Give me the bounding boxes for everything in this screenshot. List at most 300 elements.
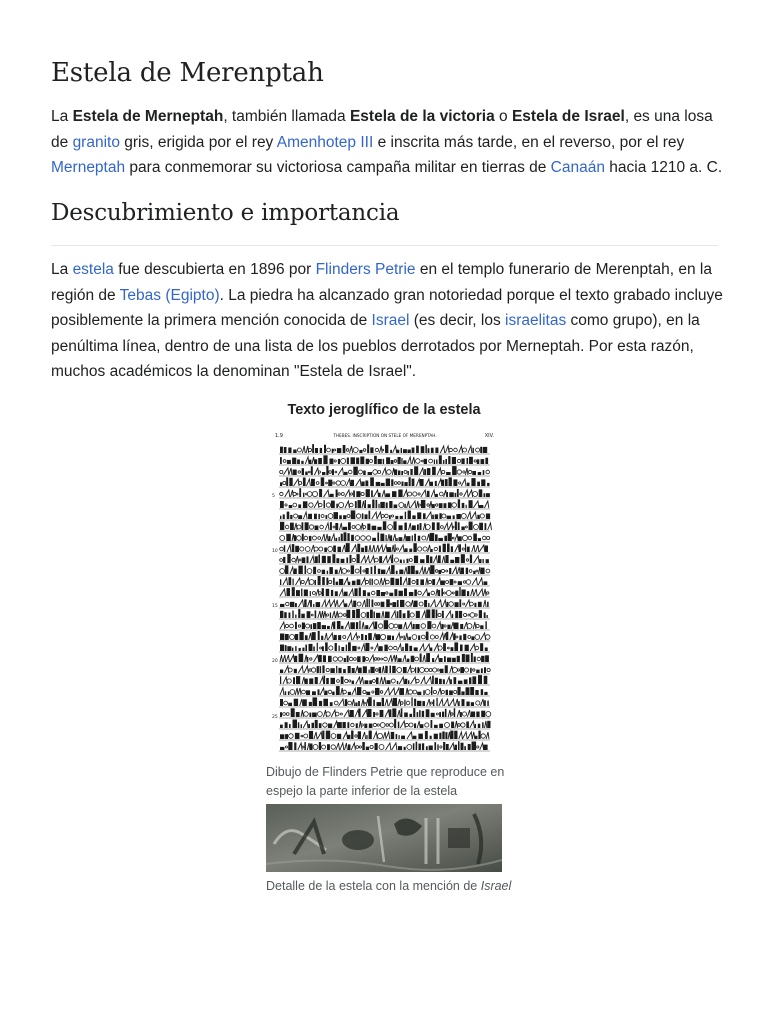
hieroglyph-sign [407, 659, 410, 662]
hieroglyph-sign [280, 676, 281, 684]
hieroglyph-sign [470, 687, 474, 695]
hieroglyph-sign [462, 503, 465, 508]
hieroglyph-sign [324, 548, 327, 553]
hieroglyph-sign [330, 459, 334, 465]
hieroglyph-sign [413, 736, 417, 739]
link-israel[interactable]: Israel [371, 312, 410, 329]
hieroglyph-sign [480, 625, 483, 629]
hieroglyph-sign [374, 566, 376, 574]
hieroglyph-sign [422, 743, 424, 750]
hieroglyph-sign [398, 746, 402, 750]
hieroglyph-sign [385, 666, 388, 673]
hieroglyph-sign [344, 472, 348, 475]
hieroglyph-sign [479, 610, 482, 618]
hieroglyph-sign [478, 472, 482, 475]
hieroglyph-sign [408, 471, 409, 475]
hieroglyph-sign [481, 711, 485, 717]
hieroglyph-sign [316, 602, 321, 607]
hieroglyph-sign [374, 456, 377, 464]
hieroglyph-sign [317, 666, 319, 673]
hieroglyph-sign [347, 533, 349, 541]
hieroglyph-sign [455, 557, 459, 563]
hieroglyph-sign [485, 458, 488, 464]
hieroglyph-sign [363, 590, 366, 596]
hieroglyph-sign [321, 477, 325, 486]
hieroglyph-sign [398, 471, 400, 476]
hieroglyph-sign [325, 642, 328, 651]
hieroglyph-sign [390, 666, 392, 673]
hieroglyph-sign [408, 566, 411, 574]
link-canaan[interactable]: Canaán [550, 159, 605, 176]
hieroglyph-sign [366, 459, 369, 464]
hieroglyph-sign [480, 447, 482, 453]
hieroglyph-sign [392, 636, 394, 640]
hieroglyph-sign [430, 533, 435, 541]
hieroglyph-sign [404, 679, 407, 684]
hieroglyph-sign [433, 700, 435, 707]
hieroglyph-sign [442, 611, 444, 618]
hieroglyph-sign [435, 534, 438, 541]
hieroglyph-sign [352, 646, 356, 651]
hieroglyph-sign [461, 590, 465, 597]
hieroglyph-sign [391, 732, 395, 739]
hieroglyph-sign [337, 621, 341, 629]
hieroglyph-drawing[interactable] [272, 430, 498, 756]
hieroglyph-sign [404, 636, 405, 641]
hieroglyph-sign [331, 501, 335, 508]
hieroglyph-sign [466, 505, 467, 508]
hieroglyph-sign [371, 567, 373, 574]
hieroglyph-sign [339, 579, 343, 585]
hieroglyph-sign [309, 678, 313, 684]
hieroglyph-sign [435, 448, 438, 454]
hieroglyph-sign [376, 482, 381, 486]
hieroglyph-sign [368, 633, 372, 640]
hieroglyph-sign [465, 645, 469, 651]
hieroglyph-sign [471, 653, 473, 662]
hieroglyph-sign [312, 713, 317, 718]
hieroglyph-sign [386, 457, 390, 464]
hieroglyph-sign [477, 482, 480, 486]
hieroglyph-sign [303, 478, 306, 487]
hieroglyph-sign [326, 515, 328, 519]
hieroglyph-sign [294, 656, 297, 662]
hieroglyph-sign [393, 698, 397, 706]
hieroglyph-sign [375, 688, 380, 695]
hieroglyph-sign [280, 501, 284, 508]
hieroglyph-sign [280, 522, 284, 530]
hieroglyph-sign [290, 602, 295, 607]
hieroglyph-sign [435, 494, 438, 497]
hieroglyph-sign [338, 635, 341, 640]
hieroglyph-sign [395, 516, 398, 519]
link-estela[interactable]: estela [72, 261, 114, 278]
hieroglyph-sign [450, 560, 454, 563]
link-israelitas[interactable]: israelitas [505, 312, 567, 329]
hieroglyph-sign [315, 677, 318, 684]
hieroglyph-sign [474, 657, 476, 663]
hieroglyph-sign [478, 675, 482, 684]
hieroglyph-sign [336, 686, 340, 695]
hieroglyph-sign [474, 603, 476, 607]
hieroglyph-sign [448, 502, 452, 508]
hieroglyph-sign [435, 678, 438, 684]
hieroglyph-sign [484, 676, 488, 684]
hieroglyph-sign [471, 702, 474, 706]
hieroglyph-sign [369, 579, 370, 585]
hieroglyph-sign [341, 677, 344, 685]
hieroglyph-sign [389, 501, 392, 508]
hieroglyph-sign [476, 712, 479, 718]
hieroglyph-sign [344, 592, 348, 596]
hieroglyph-sign [286, 534, 291, 541]
hieroglyph-sign [457, 489, 459, 497]
hieroglyph-sign [317, 622, 321, 629]
hieroglyph-sign [302, 557, 306, 563]
hieroglyph-sign [476, 670, 479, 673]
hieroglyph-sign [417, 692, 421, 695]
hieroglyph-sign [360, 457, 364, 465]
hieroglyph-sign [404, 482, 407, 486]
hieroglyph-sign [397, 611, 399, 618]
hieroglyph-sign [332, 554, 335, 563]
hieroglyph-sign [285, 634, 289, 640]
hieroglyph-sign [458, 741, 460, 750]
hieroglyph-sign [475, 724, 476, 728]
hieroglyph-sign [318, 631, 320, 640]
hieroglyph-sign [431, 549, 433, 552]
hieroglyph-sign [296, 676, 300, 684]
hieroglyph-sign [471, 712, 475, 718]
hieroglyph-sign [396, 538, 397, 541]
hieroglyph-sign [341, 534, 343, 541]
hieroglyph-sign [319, 701, 322, 706]
hieroglyph-sign [471, 636, 474, 640]
hieroglyph-sign [412, 448, 415, 454]
hieroglyph-sign [430, 482, 433, 486]
hieroglyph-sign [324, 676, 326, 685]
hieroglyph-sign [401, 736, 405, 739]
hieroglyph-sign [484, 612, 486, 618]
hieroglyph-sign [405, 512, 406, 519]
hieroglyph-sign [439, 733, 441, 739]
hieroglyph-sign [454, 633, 456, 640]
hieroglyph-sign [420, 654, 422, 663]
hieroglyph-sign [366, 747, 369, 750]
link-granito[interactable]: granito [72, 133, 120, 151]
hieroglyph-sign [367, 592, 370, 596]
hieroglyph-sign [303, 501, 308, 508]
hieroglyph-sign [461, 527, 464, 531]
hieroglyph-sign [372, 538, 376, 541]
hieroglyph-sign [309, 644, 313, 651]
hieroglyph-sign [353, 601, 356, 607]
hieroglyph-sign [331, 590, 333, 596]
hieroglyph-sign [288, 691, 290, 695]
hieroglyph-sign [338, 668, 341, 673]
hieroglyph-sign [370, 477, 374, 486]
hieroglyph-sign [322, 570, 325, 574]
hieroglyph-sign [460, 624, 463, 629]
hieroglyph-sign [445, 555, 448, 563]
hieroglyph-sign [389, 709, 391, 717]
hieroglyph-sign [449, 568, 451, 574]
hieroglyph-sign [315, 448, 318, 453]
hieroglyph-sign [453, 479, 457, 486]
hieroglyph-sign [428, 448, 430, 453]
hieroglyph-sign [466, 655, 470, 663]
hieroglyph-sign [288, 742, 292, 750]
hieroglyph-sign [292, 611, 293, 619]
section-heading: Descubrimiento e importancia [51, 200, 400, 226]
hieroglyph-sign [423, 690, 425, 695]
hieroglyph-sign [451, 546, 453, 552]
hieroglyph-sign [427, 468, 430, 475]
hieroglyph-sign [486, 559, 489, 563]
hieroglyph-sign [367, 444, 369, 453]
hieroglyph-sign [285, 691, 287, 695]
hieroglyph-sign [446, 472, 451, 475]
hieroglyph-sign [369, 724, 373, 729]
hieroglyph-sign [485, 648, 488, 652]
hieroglyph-sign [421, 500, 426, 508]
hieroglyph-sign [391, 479, 393, 486]
hieroglyph-sign [439, 546, 441, 552]
hieroglyph-sign [365, 643, 369, 651]
hieroglyph-sign [373, 700, 375, 706]
hieroglyph-sign [309, 731, 313, 739]
hieroglyph-sign [334, 635, 337, 640]
hieroglyph-sign [424, 600, 427, 607]
hieroglyph-sign [347, 458, 349, 465]
hieroglyph-sign [301, 724, 302, 728]
link-merneptah[interactable]: Merneptah [51, 159, 126, 176]
hieroglyph-sign [441, 588, 443, 596]
hieroglyph-sign [397, 681, 399, 684]
hieroglyph-sign [445, 709, 447, 717]
hieroglyph-sign [404, 523, 407, 530]
hieroglyph-sign [399, 570, 403, 575]
hieroglyph-sign [484, 493, 486, 497]
hieroglyph-sign [420, 579, 424, 585]
hieroglyph-sign [485, 523, 487, 530]
hieroglyph-sign [375, 743, 378, 750]
hieroglyph-sign [294, 669, 297, 673]
hieroglyph-sign [409, 592, 413, 596]
hieroglyph-sign [403, 449, 407, 453]
hieroglyph-sign [409, 549, 412, 552]
hieroglyph-sign [455, 493, 457, 497]
hieroglyph-sign [407, 559, 409, 563]
hieroglyph-sign [336, 558, 339, 563]
hieroglyph-sign [374, 612, 375, 619]
intro-paragraph: La Estela de Merneptah, también llamada Estela de la victoria o Estela de Israel, es una losa de granito gris, erigida por el rey Amenhotep III e inscrita más tarde, en el reverso, por el rey Merneptah para conmemorar su victoriosa campaña militar en tierras de Canaán hacia 1210 a. C. [51, 108, 723, 176]
hieroglyph-sign [425, 445, 427, 453]
hieroglyph-sign [350, 622, 355, 629]
hieroglyph-sign [367, 524, 370, 530]
hieroglyph-sign [416, 611, 420, 618]
hieroglyph-sign [322, 731, 324, 739]
hieroglyph-sign [346, 610, 350, 618]
hieroglyph-sign [378, 459, 382, 464]
hieroglyph-sign [431, 448, 434, 453]
hieroglyph-sign [376, 613, 380, 618]
hieroglyph-sign [380, 534, 384, 541]
hieroglyph-sign [447, 658, 451, 663]
hieroglyph-sign [358, 500, 362, 508]
hieroglyph-sign [356, 723, 358, 728]
hieroglyph-sign [381, 602, 385, 607]
hieroglyph-sign [362, 656, 365, 662]
hieroglyph-sign [382, 698, 384, 706]
hieroglyph-sign [295, 646, 296, 651]
hieroglyph-sign [398, 490, 402, 498]
hieroglyph-sign [294, 535, 296, 541]
hieroglyph-sign [319, 489, 322, 497]
hieroglyph-sign [315, 580, 317, 585]
hieroglyph-sign [288, 448, 291, 454]
hieroglyph-sign [310, 744, 313, 751]
hieroglyph-sign [394, 589, 397, 596]
hieroglyph-sign [432, 609, 435, 618]
hieroglyph-sign [444, 656, 446, 662]
hieroglyph-sign [312, 691, 316, 695]
hieroglyph-sign [400, 600, 404, 607]
hieroglyph-sign [434, 742, 436, 750]
hieroglyph-sign [330, 494, 334, 497]
hieroglyph-sign [485, 546, 488, 553]
hieroglyph-sign [329, 536, 331, 541]
hieroglyph-sign [445, 665, 448, 673]
hieroglyph-sign [290, 523, 294, 530]
hieroglyph-sign [368, 504, 371, 508]
hieroglyph-sign [385, 612, 390, 618]
hieroglyph-sign [460, 667, 464, 673]
hieroglyph-sign [341, 559, 345, 563]
hieroglyph-sign [295, 622, 297, 629]
hieroglyph-sign [377, 702, 382, 706]
hieroglyph-sign [366, 692, 370, 695]
hieroglyph-sign [417, 512, 421, 519]
hieroglyph-sign [285, 565, 289, 574]
hieroglyph-sign [447, 492, 448, 497]
hieroglyph-sign [357, 687, 361, 695]
hieroglyph-sign [280, 725, 283, 728]
hieroglyph-sign [326, 578, 328, 585]
hieroglyph-sign [317, 643, 318, 651]
hieroglyph-sign [483, 470, 485, 475]
hieroglyph-sign [313, 647, 315, 652]
hieroglyph-sign [432, 676, 434, 684]
hieroglyph-sign [313, 567, 316, 574]
hieroglyph-sign [292, 544, 295, 552]
hieroglyph-sign [336, 666, 337, 673]
hieroglyph-sign [431, 713, 435, 717]
hieroglyph-sign [302, 648, 304, 651]
hieroglyph-sign [466, 702, 469, 707]
link-flinders-petrie[interactable]: Flinders Petrie [315, 261, 416, 278]
hieroglyph-sign [467, 483, 470, 486]
hieroglyph-sign [397, 600, 399, 607]
hieroglyph-sign [309, 536, 312, 541]
hieroglyph-sign [401, 708, 403, 717]
hieroglyph-sign [284, 447, 287, 453]
hieroglyph-sign [430, 557, 433, 564]
hieroglyph-sign [414, 601, 418, 607]
hieroglyph-sign [365, 635, 367, 640]
hieroglyph-sign [343, 515, 346, 519]
hieroglyph-sign [432, 504, 435, 508]
hieroglyph-sign [453, 515, 455, 519]
hieroglyph-sign [365, 680, 369, 684]
hieroglyph-sign [343, 527, 347, 530]
hieroglyph-sign [395, 579, 399, 585]
line-number: 25 [272, 715, 278, 720]
hieroglyph-sign [358, 731, 361, 739]
stele-photo-detail[interactable] [266, 804, 502, 872]
hieroglyph-sign [446, 744, 449, 750]
hieroglyph-sign [478, 538, 481, 541]
hieroglyph-sign [375, 622, 378, 630]
hieroglyph-sign [384, 620, 388, 629]
hieroglyph-sign [398, 624, 402, 629]
hieroglyph-sign [425, 731, 428, 739]
hieroglyph-sign [357, 656, 361, 662]
hieroglyph-sign [458, 536, 462, 541]
hieroglyph-sign [456, 514, 461, 519]
hieroglyph-sign [280, 734, 284, 739]
hieroglyph-sign [350, 480, 354, 486]
hieroglyph-sign [459, 611, 462, 618]
hieroglyph-sign [416, 570, 419, 574]
hieroglyph-sign [415, 624, 419, 629]
hieroglyph-sign [482, 722, 484, 728]
hieroglyph-sign [466, 722, 469, 729]
hieroglyph-sign [347, 735, 350, 739]
hieroglyph-sign [387, 635, 391, 640]
hieroglyph-sign [459, 544, 461, 552]
hieroglyph-sign [308, 514, 312, 519]
hieroglyph-sign [328, 656, 332, 662]
hieroglyph-sign [419, 744, 421, 750]
hieroglyph-sign [368, 697, 371, 706]
hieroglyph-sign [280, 645, 284, 652]
hieroglyph-sign [386, 535, 387, 541]
hieroglyph-sign [369, 680, 372, 684]
hieroglyph-sign [370, 667, 374, 673]
hieroglyph-sign [309, 460, 312, 464]
link-amenhotep-iii[interactable]: Amenhotep III [276, 133, 374, 151]
hieroglyph-sign [467, 591, 469, 596]
hieroglyph-sign [336, 504, 338, 508]
hieroglyph-sign [344, 532, 347, 541]
hieroglyph-sign [487, 615, 488, 618]
hieroglyph-sign [336, 582, 339, 585]
line-number: 15 [272, 604, 278, 609]
hieroglyph-sign [449, 492, 454, 497]
hieroglyph-sign [414, 647, 418, 651]
hieroglyph-sign [414, 590, 417, 597]
link-tebas[interactable]: Tebas (Egipto) [119, 286, 220, 304]
hieroglyph-sign [443, 544, 446, 552]
hieroglyph-sign [292, 648, 293, 651]
hieroglyph-sign [471, 478, 475, 486]
hieroglyph-sign [400, 560, 402, 564]
hieroglyph-sign [383, 459, 384, 464]
hieroglyph-sign [399, 525, 403, 530]
hieroglyph-sign [467, 458, 469, 464]
hieroglyph-sign [315, 720, 318, 728]
